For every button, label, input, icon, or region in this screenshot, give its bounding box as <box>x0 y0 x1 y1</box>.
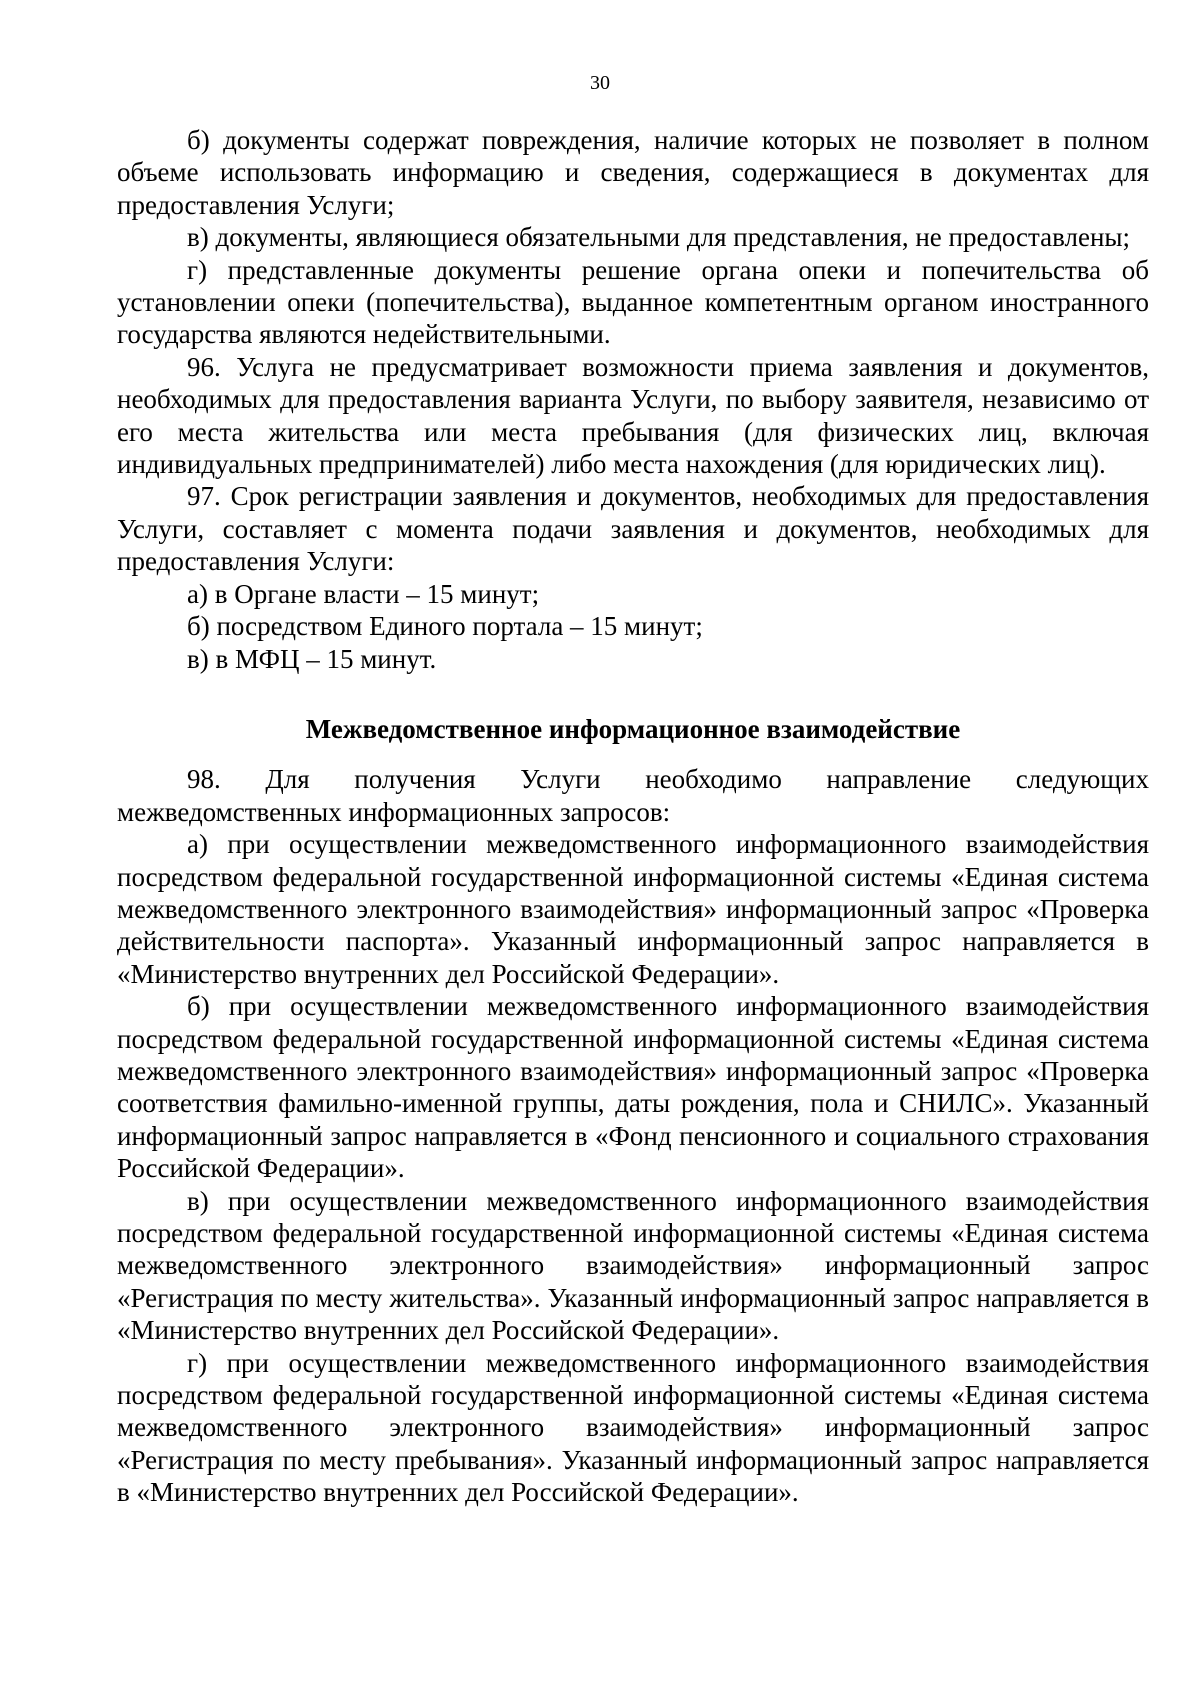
paragraph-item-g-invalid-documents: г) представленные документы решение органа опеки и попечительства об установлении опеки (попечительства), выданное компетентным органом иностранного государства являются недействительными. <box>117 254 1149 350</box>
paragraph-98-item-a: а) при осуществлении межведомственного информационного взаимодействия посредством федеральной государственной информационной системы «Единая система межведомственного электронного взаимодействия» информационный запрос «Проверка действительности паспорта». Указанный информационный запрос направляется в «Министерство внутренних дел Российской Федерации». <box>117 829 1149 989</box>
paragraph-96-extraterritorial: 96. Услуга не предусматривает возможности приема заявления и документов, необходимых для предоставления варианта Услуги, по выбору заявителя, независимо от его места жительства или места пребывания (для физических лиц, включая индивидуальных предпринимателей) либо места нахождения (для юридических лиц). <box>117 351 1149 480</box>
paragraph-item-b-damaged-documents: б) документы содержат повреждения, наличие которых не позволяет в полном объеме использовать информацию и сведения, содержащиеся в документах для предоставления Услуги; <box>117 125 1149 220</box>
paragraph-97-item-b: б) посредством Единого портала – 15 минут; <box>187 611 703 642</box>
paragraph-98-requests: 98. Для получения Услуги необходимо направление следующих межведомственных информационных запросов: <box>117 764 1149 827</box>
paragraph-item-v-missing-documents: в) документы, являющиеся обязательными для представления, не предоставлены; <box>187 222 1131 253</box>
paragraph-98-item-g: г) при осуществлении межведомственного информационного взаимодействия посредством федеральной государственной информационной системы «Единая система межведомственного электронного взаимодействия» информационный запрос «Регистрация по месту пребывания». Указанный информационный запрос направляется в «Министерство внутренних дел Российской Федерации». <box>117 1347 1149 1508</box>
paragraph-97-item-v: в) в МФЦ – 15 минут. <box>187 643 437 674</box>
section-heading: Межведомственное информационное взаимодействие <box>305 713 961 744</box>
document-body <box>117 124 1149 1509</box>
paragraph-97-registration-term: 97. Срок регистрации заявления и документов, необходимых для предоставления Услуги, составляет с момента подачи заявления и документов, необходимых для предоставления Услуги: <box>117 481 1149 577</box>
paragraph-98-item-v: в) при осуществлении межведомственного информационного взаимодействия посредством федеральной государственной информационной системы «Единая система межведомственного электронного взаимодействия» информационный запрос «Регистрация по месту жительства». Указанный информационный запрос направляется в «Министерство внутренних дел Российской Федерации». <box>117 1185 1149 1346</box>
paragraph-98-item-b: б) при осуществлении межведомственного информационного взаимодействия посредством федеральной государственной информационной системы «Единая система межведомственного электронного взаимодействия» информационный запрос «Проверка соответствия фамильно-именной группы, даты рождения, пола и СНИЛС». Указанный информационный запрос направляется в «Фонд пенсионного и социального страхования Российской Федерации». <box>117 991 1149 1184</box>
page-number: 30 <box>590 72 610 94</box>
paragraph-97-item-a: а) в Органе власти – 15 минут; <box>187 578 540 609</box>
